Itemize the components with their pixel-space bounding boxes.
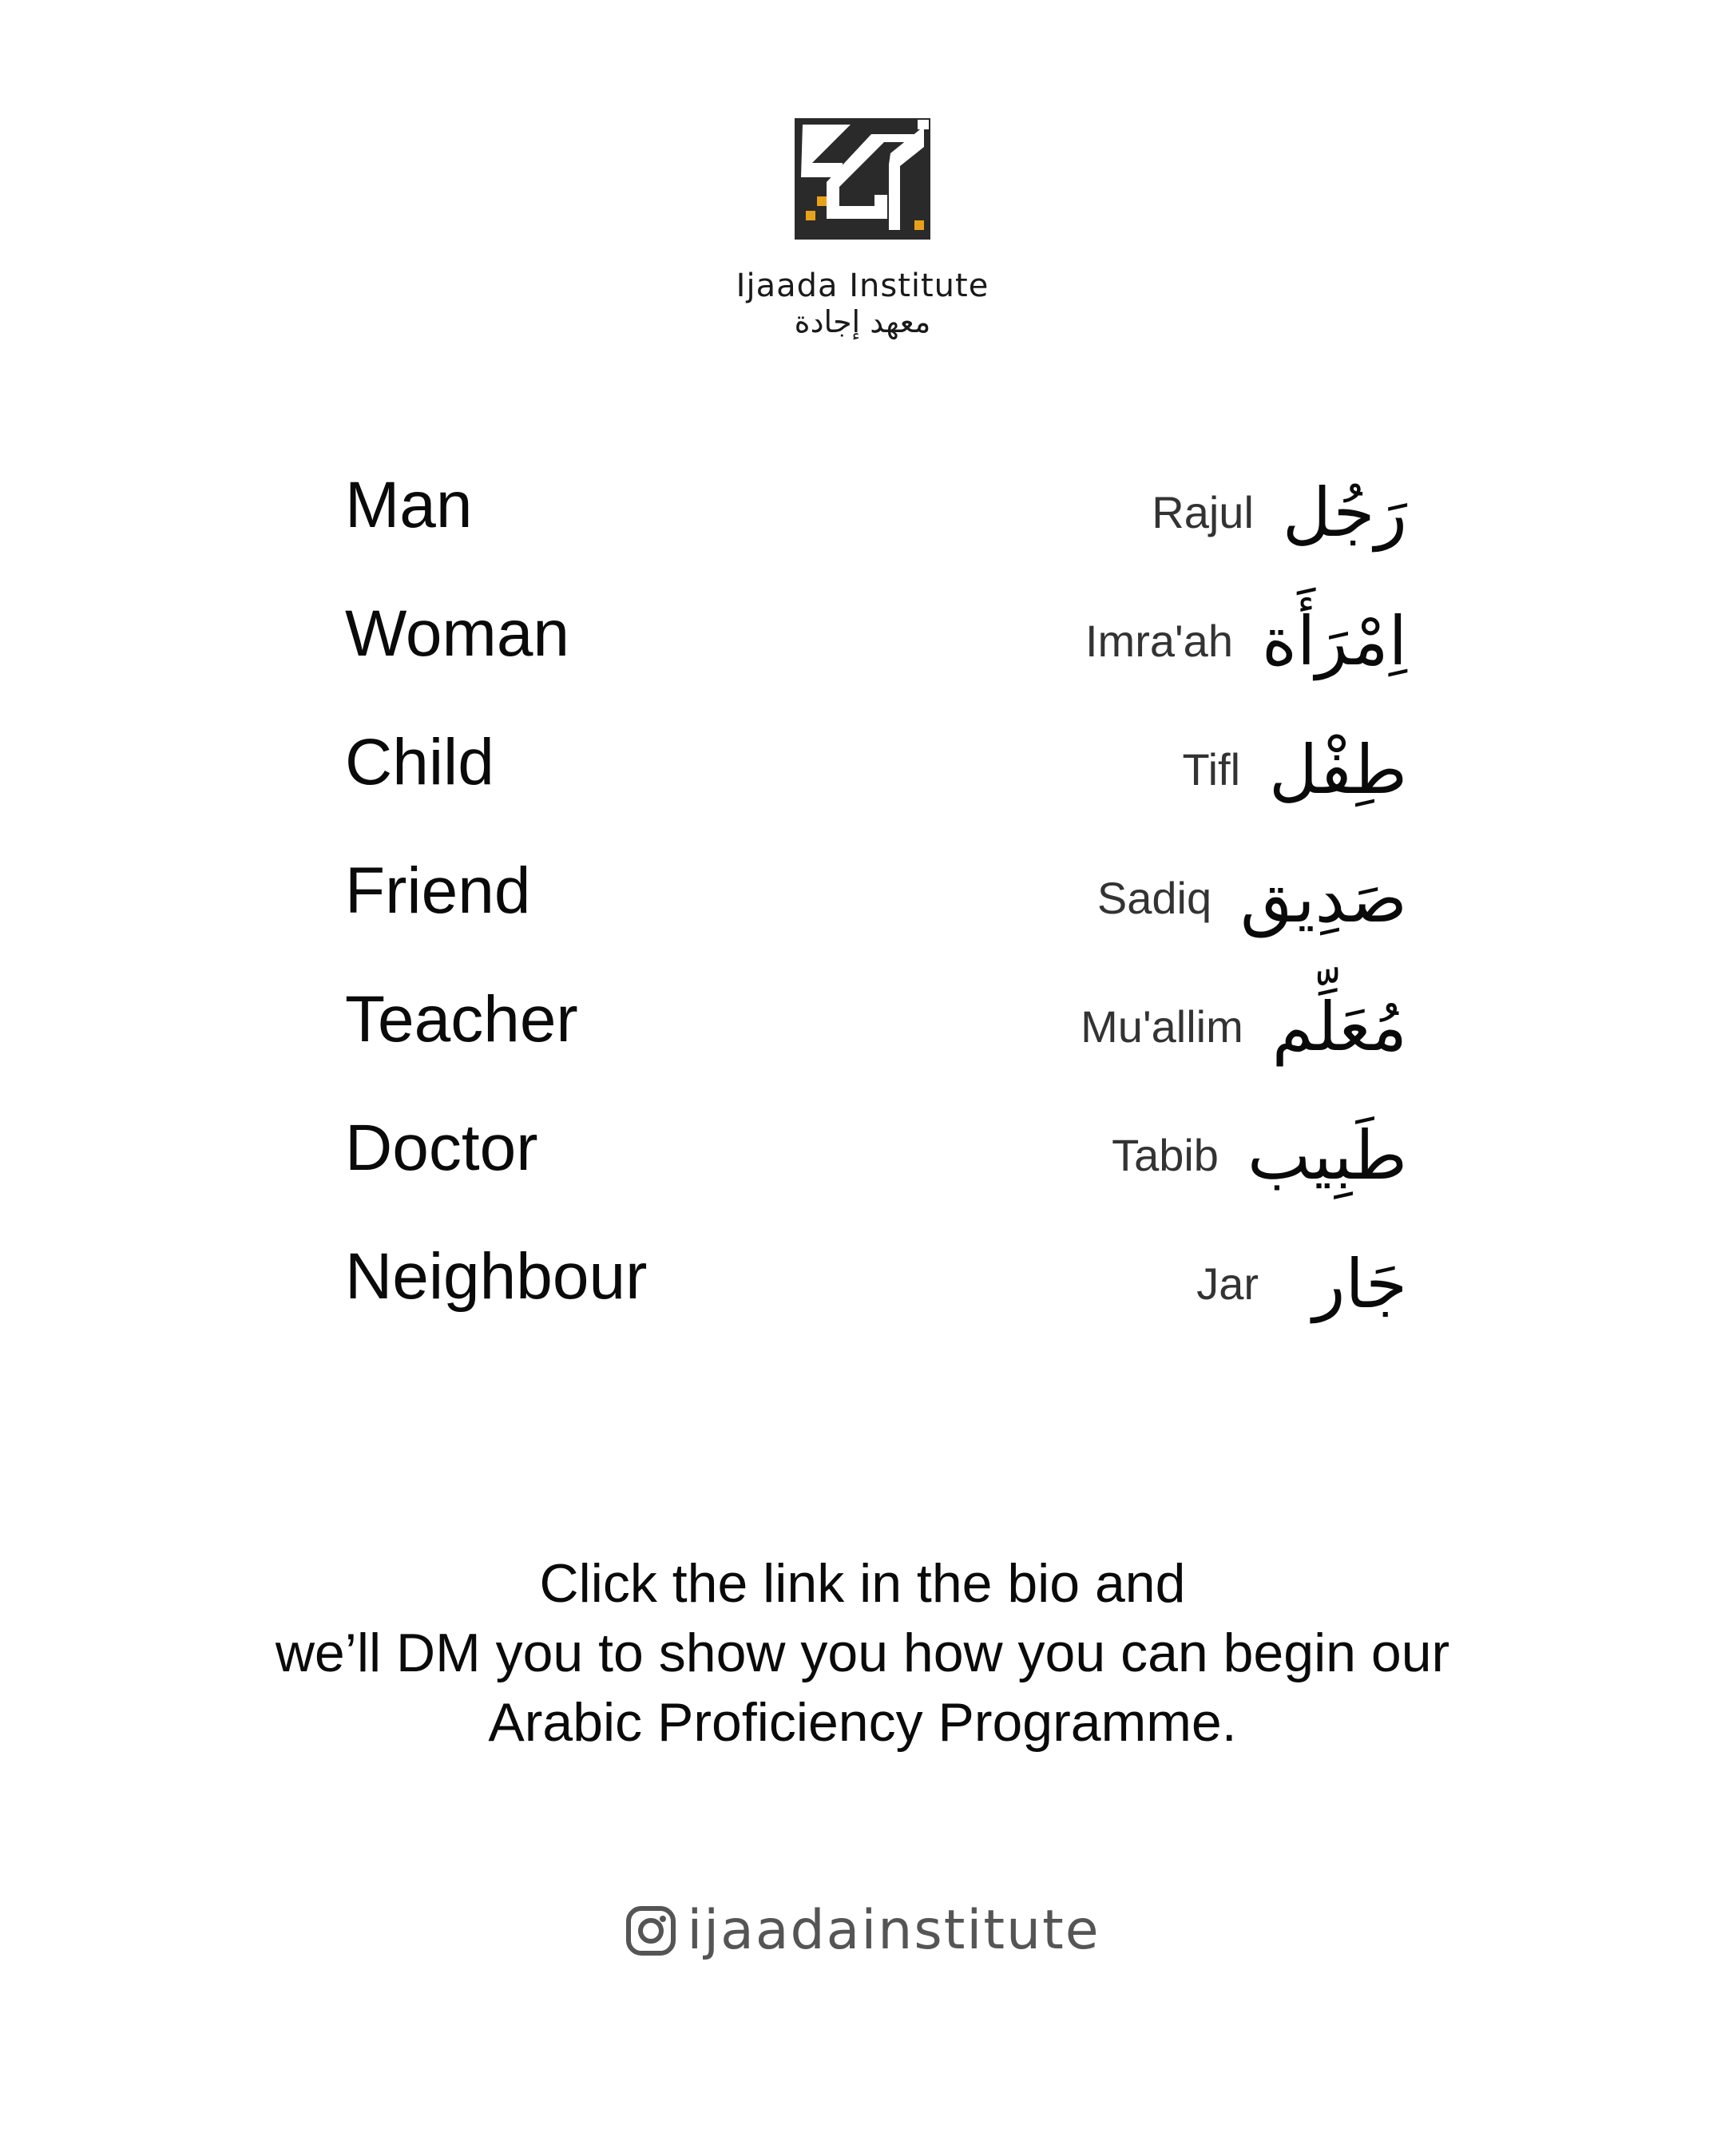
vocab-row <box>345 588 1407 716</box>
english-word: Teacher <box>345 983 578 1056</box>
transliteration: Tifl <box>1182 744 1241 795</box>
transliteration: Mu'allim <box>1081 1001 1243 1052</box>
english-word: Friend <box>345 854 531 927</box>
vocab-row <box>345 973 1407 1102</box>
arabic-word: جَار <box>1312 1245 1407 1323</box>
arabic-word: اِمْرَأَة <box>1261 602 1407 680</box>
vocab-row <box>345 845 1407 973</box>
translation-group <box>1112 1112 1407 1199</box>
call-to-action <box>0 1549 1725 1758</box>
arabic-word: صَدِيق <box>1240 859 1407 937</box>
instagram-username: ijaadainstitute <box>687 1899 1100 1962</box>
arabic-word: طَبِيب <box>1247 1116 1407 1195</box>
translation-group <box>1081 983 1407 1071</box>
cta-line: Click the link in the bio and <box>539 1553 1186 1614</box>
english-word: Neighbour <box>345 1240 648 1313</box>
brand-name-english: Ijaada Institute <box>736 268 989 304</box>
english-word: Woman <box>345 597 570 670</box>
vocab-row <box>345 716 1407 845</box>
ijaada-logo-icon <box>795 118 930 240</box>
transliteration: Sadiq <box>1096 873 1212 923</box>
instagram-icon <box>625 1904 677 1957</box>
vocabulary-list <box>345 459 1407 1359</box>
translation-group <box>1196 1240 1407 1328</box>
arabic-word: رَجُل <box>1282 474 1407 552</box>
english-word: Child <box>345 726 494 799</box>
vocab-row <box>345 1102 1407 1231</box>
english-word: Man <box>345 469 473 541</box>
instagram-handle <box>0 1899 1725 1963</box>
translation-group <box>1085 597 1407 685</box>
translation-group <box>1097 854 1407 942</box>
transliteration: Tabib <box>1112 1130 1219 1180</box>
arabic-word: مُعَلِّم <box>1271 988 1407 1066</box>
translation-group <box>1152 469 1407 557</box>
english-word: Doctor <box>345 1112 538 1184</box>
translation-group <box>1182 726 1407 814</box>
cta-line: Arabic Proficiency Programme. <box>488 1692 1237 1753</box>
transliteration: Rajul <box>1152 487 1254 537</box>
vocab-row <box>345 459 1407 588</box>
vocab-row <box>345 1231 1407 1359</box>
brand-header <box>0 118 1725 339</box>
transliteration: Imra'ah <box>1085 616 1233 666</box>
arabic-word: طِفْل <box>1269 731 1407 809</box>
transliteration: Jar <box>1196 1258 1259 1309</box>
cta-line: we’ll DM you to show you how you can begin our <box>275 1623 1450 1683</box>
brand-name-arabic: معهد إجادة <box>794 304 931 339</box>
